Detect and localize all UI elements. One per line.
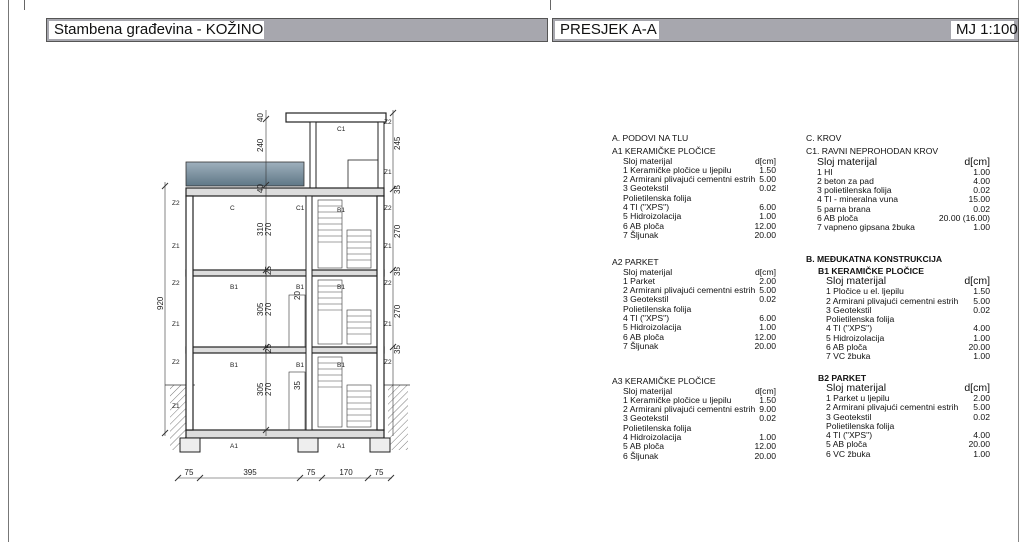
col-material: Sloj materijal (826, 381, 887, 394)
layer-name: 6 Šljunak (623, 450, 659, 461)
plan-dim: 75 (374, 468, 384, 477)
col-unit: d[cm] (964, 275, 990, 288)
plan-dim: 395 (243, 468, 257, 477)
heading-b1: B1 KERAMIČKE PLOČICE (818, 265, 924, 276)
col-material: Sloj materijal (623, 385, 673, 396)
layer-thickness: 20.00 (754, 340, 776, 351)
dim-f3b: 270 (264, 222, 273, 236)
col-unit: d[cm] (964, 155, 990, 168)
heading-a2: A2 PARKET (612, 257, 659, 268)
layer-name: Polietilenska folija (623, 192, 692, 203)
col-material: Sloj materijal (623, 155, 673, 166)
layer-thickness: 0.02 (973, 203, 990, 214)
col-material: Sloj materijal (623, 266, 673, 277)
foundation-right (370, 438, 390, 452)
layer-name: Polietilenska folija (623, 422, 692, 433)
wall-right (377, 196, 384, 430)
col-material: Sloj materijal (817, 155, 878, 168)
layer-thickness: 20.00 (16.00) (938, 213, 990, 224)
label-z2: Z2 (172, 280, 180, 287)
label-b1: B1 (230, 284, 238, 291)
layer-name: Polietilenska folija (826, 314, 895, 325)
layer-name: 5 Hidroizolacija (623, 322, 682, 333)
layer-name: 4 TI - mineralna vuna (817, 194, 899, 205)
layer-name: 6 VC žbuka (826, 448, 871, 459)
layer-name: 6 AB ploča (623, 331, 665, 342)
wall-left (186, 196, 193, 430)
layer-thickness: 1.50 (759, 394, 776, 405)
foundation-left (180, 438, 200, 452)
spec-column-c-b (806, 134, 1018, 459)
label-z1: Z1 (384, 243, 392, 250)
layer-thickness: 20.00 (968, 439, 990, 450)
layer-thickness: 0.02 (973, 185, 990, 196)
top-slab (186, 188, 384, 196)
layer-name: 4 TI ("XPS") (623, 202, 670, 213)
layer-thickness: 1.00 (973, 166, 990, 177)
dim-parapet: 40 (256, 113, 265, 122)
layer-name: 4 TI ("XPS") (826, 430, 873, 441)
heading-c: C. KROV (806, 133, 842, 143)
project-title: Stambena građevina - KOŽINO (49, 21, 264, 39)
layer-row (826, 450, 990, 459)
dim-top-40: 40 (256, 184, 265, 193)
col-material: Sloj materijal (826, 275, 887, 288)
layer-name: 4 TI ("XPS") (826, 323, 873, 334)
label-c1: C1 (296, 205, 305, 212)
label-z1: Z1 (172, 403, 180, 410)
dim-f1: 305 (256, 382, 265, 396)
tower-wall-left (310, 122, 316, 192)
tower-wall-right (378, 122, 384, 192)
layer-name: 3 Geotekstil (623, 294, 669, 305)
heading-b2: B2 PARKET (818, 372, 867, 383)
layer-name: 2 Armirani plivajući cementni estrih (623, 285, 756, 296)
layer-name: 2 Armirani plivajući cementni estrih (623, 174, 756, 185)
floor-slab-2 (186, 270, 384, 276)
layer-name: 1 Keramičke pločice u ljepilu (623, 164, 732, 175)
dim-f3: 310 (256, 222, 265, 236)
layer-thickness: 2.00 (759, 275, 776, 286)
label-z1: Z1 (384, 321, 392, 328)
layer-name: 6 AB ploča (826, 342, 868, 353)
layer-row (826, 352, 990, 361)
layer-name: 7 Šljunak (623, 340, 659, 351)
layer-name: 1 Pločice u el. ljepilu (826, 286, 904, 297)
layer-name: 3 Geotekstil (826, 411, 872, 422)
label-b1: B1 (230, 362, 238, 369)
floor-slab-1 (186, 347, 384, 353)
wall-mid (306, 196, 312, 430)
layer-name: 6 AB ploča (817, 213, 859, 224)
dim-f2: 305 (256, 302, 265, 316)
dim-mid-25b: 25 (264, 344, 273, 353)
layer-thickness: 4.00 (973, 430, 990, 441)
layer-thickness: 1.50 (759, 164, 776, 175)
label-b1: B1 (337, 207, 345, 214)
layer-thickness: 5.00 (973, 402, 990, 413)
label-b1: B1 (296, 362, 304, 369)
label-b1: B1 (296, 284, 304, 291)
layer-thickness: 12.00 (754, 331, 776, 342)
layer-name: 7 vapneno gipsana žbuka (817, 222, 915, 233)
tower-window (348, 160, 378, 190)
label-z1: Z1 (384, 169, 392, 176)
layer-name: 1 Parket u ljepilu (826, 392, 890, 403)
dim-total: 920 (156, 296, 165, 310)
layer-table-a1 (612, 157, 776, 241)
col-unit: d[cm] (754, 385, 776, 396)
layer-thickness: 2.00 (973, 392, 990, 403)
layer-thickness: 0.02 (759, 183, 776, 194)
layer-name: 5 Hidroizolacija (826, 332, 885, 343)
section-bar (552, 18, 1019, 42)
label-a1: A1 (337, 443, 345, 450)
layer-thickness: 1.00 (759, 322, 776, 333)
label-c: C (230, 205, 235, 212)
col-unit: d[cm] (754, 266, 776, 277)
door (289, 295, 305, 347)
layer-name: 4 TI ("XPS") (623, 313, 670, 324)
sheet-border-right (1018, 0, 1019, 542)
layer-name: 1 Keramičke pločice u ljepilu (623, 394, 732, 405)
stair-treads (318, 206, 371, 421)
label-z2: Z2 (384, 119, 392, 126)
label-a1: A1 (230, 443, 238, 450)
layer-thickness: 5.00 (759, 285, 776, 296)
layer-thickness: 0.02 (973, 304, 990, 315)
layer-name: 5 AB ploča (623, 441, 665, 452)
layer-thickness: 1.50 (973, 286, 990, 297)
layer-thickness: 12.00 (754, 220, 776, 231)
layer-name: Polietilenska folija (826, 420, 895, 431)
layer-thickness: 1.00 (759, 432, 776, 443)
layer-thickness: 0.02 (759, 413, 776, 424)
label-z1: Z1 (172, 321, 180, 328)
label-z2: Z2 (172, 200, 180, 207)
layer-thickness: 20.00 (754, 229, 776, 240)
layer-thickness: 5.00 (759, 174, 776, 185)
layer-table-a3 (612, 387, 776, 461)
dim-mid-20: 20 (293, 291, 302, 300)
dim-r-35c: 35 (393, 345, 402, 354)
dim-r-35b: 35 (393, 267, 402, 276)
dim-r-270b: 270 (393, 304, 402, 318)
layer-name: Polietilenska folija (623, 303, 692, 314)
heading-a1: A1 KERAMIČKE PLOČICE (612, 146, 716, 157)
section-name: PRESJEK A-A (555, 21, 659, 39)
label-z2: Z2 (384, 205, 392, 212)
layer-name: 5 parna brana (817, 203, 871, 214)
layer-thickness: 1.00 (973, 448, 990, 459)
dim-f1b: 270 (264, 382, 273, 396)
dim-r-35a: 35 (393, 185, 402, 194)
label-b1: B1 (337, 284, 345, 291)
staircase (318, 200, 371, 427)
layer-thickness: 0.02 (759, 294, 776, 305)
layer-name: 1 Parket (623, 275, 656, 286)
layer-table-a2 (612, 268, 776, 352)
heading-b: B. MEĐUKATNA KONSTRUKCIJA (806, 253, 943, 264)
layer-name: 7 Šljunak (623, 229, 659, 240)
layer-name: 2 beton za pad (817, 175, 874, 186)
heading-c1: C1. RAVNI NEPROHODAN KROV (806, 146, 939, 157)
plan-dim: 75 (184, 468, 194, 477)
label-z1: Z1 (172, 243, 180, 250)
layer-name: 7 VC žbuka (826, 351, 871, 362)
layer-name: 1 HI (817, 166, 833, 177)
col-unit: d[cm] (964, 381, 990, 394)
label-c1: C1 (337, 126, 346, 133)
label-z2: Z2 (384, 359, 392, 366)
layer-name: 2 Armirani plivajući cementni estrih (623, 404, 756, 415)
layer-name: 2 Armirani plivajući cementni estrih (826, 295, 959, 306)
label-z2: Z2 (384, 280, 392, 287)
layer-name: 2 Armirani plivajući cementni estrih (826, 402, 959, 413)
layer-thickness: 4.00 (973, 323, 990, 334)
layer-row (817, 223, 990, 232)
plan-dim: 170 (339, 468, 353, 477)
layer-thickness: 20.00 (968, 342, 990, 353)
ground-slab (186, 430, 384, 438)
roof-slab (286, 113, 386, 122)
layer-thickness: 4.00 (973, 175, 990, 186)
layer-table-b2 (806, 383, 1018, 459)
layer-name: 4 Hidroizolacija (623, 432, 682, 443)
layer-name: 5 AB ploča (826, 439, 868, 450)
dim-r-270a: 270 (393, 224, 402, 238)
layer-name: 3 polietilenska folija (817, 185, 892, 196)
layer-thickness: 20.00 (754, 450, 776, 461)
heading-a3: A3 KERAMIČKE PLOČICE (612, 376, 716, 387)
layer-thickness: 1.00 (759, 211, 776, 222)
dim-mid-25a: 25 (264, 266, 273, 275)
plan-dim: 75 (306, 468, 316, 477)
spec-column-a (612, 134, 776, 461)
layer-thickness: 9.00 (759, 404, 776, 415)
scale-label: MJ 1:100 (951, 21, 1014, 39)
layer-name: 3 Geotekstil (623, 183, 669, 194)
layer-thickness: 15.00 (968, 194, 990, 205)
door (289, 372, 305, 430)
layer-name: 3 Geotekstil (826, 304, 872, 315)
layer-row (623, 452, 776, 461)
layer-name: 6 AB ploča (623, 220, 665, 231)
layer-thickness: 12.00 (754, 441, 776, 452)
skylight-glass (186, 162, 304, 186)
dim-r-245: 245 (393, 136, 402, 150)
dim-mid-35: 35 (293, 381, 302, 390)
layer-table-b1 (806, 276, 1018, 361)
layer-row (623, 231, 776, 240)
heading-a: A. PODOVI NA TLU (612, 133, 689, 143)
label-b1: B1 (337, 362, 345, 369)
layer-name: 5 Hidroizolacija (623, 211, 682, 222)
layer-table-header (817, 157, 990, 168)
layer-name: 3 Geotekstil (623, 413, 669, 424)
layer-thickness: 6.00 (759, 313, 776, 324)
col-unit: d[cm] (754, 155, 776, 166)
foundation-mid (298, 438, 318, 452)
soil-right (388, 385, 408, 450)
dim-f2b: 270 (264, 302, 273, 316)
layer-thickness: 1.00 (973, 351, 990, 362)
layer-thickness: 1.00 (973, 332, 990, 343)
layer-thickness: 5.00 (973, 295, 990, 306)
layer-thickness: 1.00 (973, 222, 990, 233)
label-z2: Z2 (172, 359, 180, 366)
layer-thickness: 6.00 (759, 202, 776, 213)
layer-row (623, 342, 776, 351)
layer-table-c1 (806, 157, 1018, 233)
dim-skylight: 240 (256, 138, 265, 152)
layer-thickness: 0.02 (973, 411, 990, 422)
